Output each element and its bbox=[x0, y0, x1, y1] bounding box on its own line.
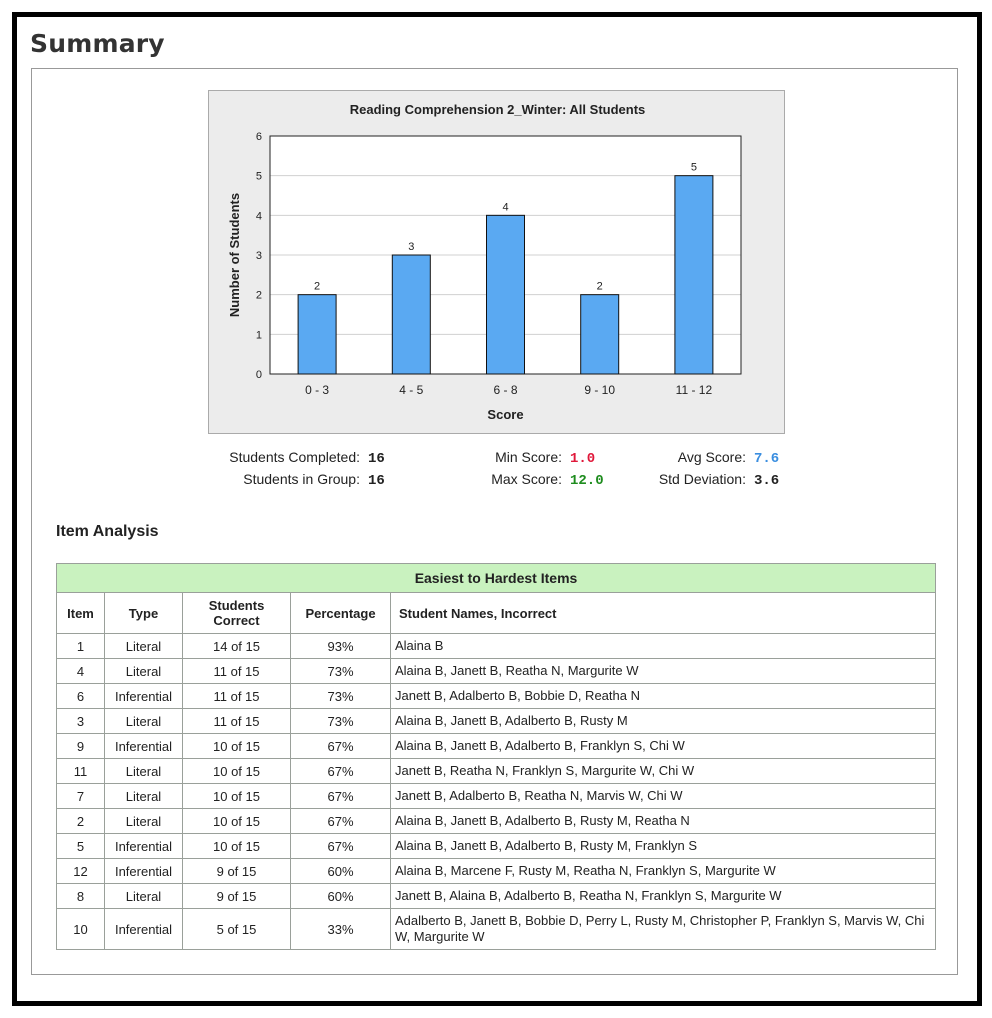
cell-names: Adalberto B, Janett B, Bobbie D, Perry L, Rusty M, Christopher P, Franklyn S, Marvis W, Chi W, Margurite W bbox=[391, 909, 936, 950]
x-tick-label: 0 - 3 bbox=[305, 383, 330, 397]
cell-correct: 9 of 15 bbox=[183, 859, 291, 884]
cell-correct: 11 of 15 bbox=[183, 709, 291, 734]
table-row bbox=[57, 734, 936, 759]
cell-type: Literal bbox=[105, 884, 183, 909]
cell-correct: 11 of 15 bbox=[183, 659, 291, 684]
cell-names: Alaina B, Janett B, Adalberto B, Rusty M bbox=[391, 709, 936, 734]
cell-correct: 9 of 15 bbox=[183, 884, 291, 909]
cell-item: 4 bbox=[57, 659, 105, 684]
cell-item: 5 bbox=[57, 834, 105, 859]
cell-type: Literal bbox=[105, 759, 183, 784]
cell-type: Inferential bbox=[105, 909, 183, 950]
cell-type: Literal bbox=[105, 709, 183, 734]
students-in-group-value: 16 bbox=[368, 473, 385, 489]
cell-correct: 10 of 15 bbox=[183, 834, 291, 859]
header-item: Item bbox=[57, 593, 105, 634]
x-tick-label: 4 - 5 bbox=[399, 383, 424, 397]
cell-type: Inferential bbox=[105, 684, 183, 709]
cell-percentage: 60% bbox=[291, 859, 391, 884]
table-row bbox=[57, 684, 936, 709]
y-tick-label: 3 bbox=[255, 250, 262, 262]
cell-percentage: 73% bbox=[291, 684, 391, 709]
x-axis-label: Score bbox=[487, 407, 524, 422]
item-analysis-title: Item Analysis bbox=[56, 523, 159, 540]
header-students-correct bbox=[183, 593, 291, 634]
cell-type: Inferential bbox=[105, 734, 183, 759]
y-tick-label: 1 bbox=[255, 329, 262, 342]
cell-percentage: 67% bbox=[291, 834, 391, 859]
min-score-value: 1.0 bbox=[570, 451, 596, 467]
page-title: Summary bbox=[30, 29, 165, 58]
cell-percentage: 33% bbox=[291, 909, 391, 950]
avg-score-stat bbox=[634, 449, 779, 467]
x-tick-label: 11 - 12 bbox=[675, 383, 713, 397]
y-tick-label: 5 bbox=[255, 170, 262, 183]
cell-percentage: 73% bbox=[291, 709, 391, 734]
table-row bbox=[57, 634, 936, 659]
header-students-correct-line1: Students bbox=[208, 598, 265, 613]
table-row bbox=[57, 659, 936, 684]
table-row bbox=[57, 859, 936, 884]
bar bbox=[392, 255, 430, 374]
cell-type: Literal bbox=[105, 784, 183, 809]
cell-names: Alaina B bbox=[391, 634, 936, 659]
cell-type: Inferential bbox=[105, 834, 183, 859]
avg-score-value: 7.6 bbox=[754, 451, 780, 467]
cell-names: Alaina B, Marcene F, Rusty M, Reatha N, Franklyn S, Margurite W bbox=[391, 859, 936, 884]
avg-score-label: Avg Score: bbox=[677, 449, 746, 465]
cell-correct: 10 of 15 bbox=[183, 734, 291, 759]
cell-item: 3 bbox=[57, 709, 105, 734]
cell-item: 7 bbox=[57, 784, 105, 809]
cell-correct: 5 of 15 bbox=[183, 909, 291, 950]
table-row bbox=[57, 834, 936, 859]
cell-names: Janett B, Adalberto B, Bobbie D, Reatha N bbox=[391, 684, 936, 709]
cell-item: 6 bbox=[57, 684, 105, 709]
cell-type: Literal bbox=[105, 634, 183, 659]
cell-percentage: 73% bbox=[291, 659, 391, 684]
y-tick-label: 4 bbox=[255, 210, 262, 223]
y-tick-label: 2 bbox=[255, 289, 262, 302]
bar-data-label: 2 bbox=[314, 280, 321, 293]
bar-data-label: 5 bbox=[690, 161, 697, 174]
score-distribution-chart bbox=[208, 90, 785, 434]
cell-item: 9 bbox=[57, 734, 105, 759]
table-row bbox=[57, 884, 936, 909]
cell-type: Literal bbox=[105, 659, 183, 684]
header-student-names: Student Names, Incorrect bbox=[391, 593, 936, 634]
bar-data-label: 4 bbox=[502, 201, 509, 214]
min-score-stat bbox=[444, 449, 595, 467]
students-in-group-label: Students in Group: bbox=[243, 471, 360, 487]
table-row bbox=[57, 909, 936, 950]
cell-item: 1 bbox=[57, 634, 105, 659]
std-dev-label: Std Deviation: bbox=[658, 471, 746, 487]
table-row bbox=[57, 759, 936, 784]
x-tick-label: 9 - 10 bbox=[584, 383, 616, 397]
bar bbox=[487, 215, 525, 374]
score-stats bbox=[204, 449, 786, 493]
cell-names: Alaina B, Janett B, Reatha N, Margurite W bbox=[391, 659, 936, 684]
cell-names: Alaina B, Janett B, Adalberto B, Rusty M, Reatha N bbox=[391, 809, 936, 834]
max-score-stat bbox=[444, 471, 604, 489]
cell-item: 12 bbox=[57, 859, 105, 884]
cell-item: 8 bbox=[57, 884, 105, 909]
bar bbox=[298, 295, 336, 374]
header-percentage: Percentage bbox=[291, 593, 391, 634]
cell-correct: 11 of 15 bbox=[183, 684, 291, 709]
cell-names: Janett B, Adalberto B, Reatha N, Marvis W, Chi W bbox=[391, 784, 936, 809]
cell-type: Literal bbox=[105, 809, 183, 834]
students-completed-value: 16 bbox=[368, 451, 385, 467]
table-row bbox=[57, 809, 936, 834]
cell-correct: 10 of 15 bbox=[183, 809, 291, 834]
bar-data-label: 3 bbox=[408, 241, 415, 253]
cell-correct: 10 of 15 bbox=[183, 784, 291, 809]
students-completed-stat bbox=[204, 449, 385, 467]
bar bbox=[581, 295, 619, 374]
cell-item: 11 bbox=[57, 759, 105, 784]
max-score-value: 12.0 bbox=[570, 473, 604, 489]
max-score-label: Max Score: bbox=[491, 471, 562, 487]
summary-content bbox=[31, 68, 958, 975]
cell-percentage: 60% bbox=[291, 884, 391, 909]
header-students-correct-line2: Correct bbox=[213, 613, 260, 628]
cell-percentage: 67% bbox=[291, 784, 391, 809]
table-row bbox=[57, 784, 936, 809]
cell-percentage: 67% bbox=[291, 734, 391, 759]
x-tick-label: 6 - 8 bbox=[493, 383, 518, 397]
y-tick-label: 0 bbox=[255, 369, 262, 381]
std-dev-stat bbox=[634, 471, 779, 489]
table-caption: Easiest to Hardest Items bbox=[57, 564, 936, 593]
item-analysis-table bbox=[56, 563, 936, 950]
y-tick-label: 6 bbox=[255, 131, 262, 143]
table-row bbox=[57, 709, 936, 734]
header-type: Type bbox=[105, 593, 183, 634]
cell-percentage: 93% bbox=[291, 634, 391, 659]
cell-item: 10 bbox=[57, 909, 105, 950]
cell-correct: 14 of 15 bbox=[183, 634, 291, 659]
cell-names: Alaina B, Janett B, Adalberto B, Franklyn S, Chi W bbox=[391, 734, 936, 759]
min-score-label: Min Score: bbox=[495, 449, 562, 465]
summary-panel bbox=[12, 12, 982, 1006]
cell-names: Janett B, Reatha N, Franklyn S, Margurite W, Chi W bbox=[391, 759, 936, 784]
students-completed-label: Students Completed: bbox=[229, 449, 360, 465]
cell-type: Inferential bbox=[105, 859, 183, 884]
cell-item: 2 bbox=[57, 809, 105, 834]
students-in-group-stat bbox=[204, 471, 385, 489]
y-axis-label: Number of Students bbox=[227, 192, 242, 318]
chart-svg bbox=[209, 91, 784, 433]
std-dev-value: 3.6 bbox=[754, 473, 780, 489]
cell-names: Janett B, Alaina B, Adalberto B, Reatha N, Franklyn S, Margurite W bbox=[391, 884, 936, 909]
bar bbox=[675, 176, 713, 374]
cell-percentage: 67% bbox=[291, 759, 391, 784]
cell-names: Alaina B, Janett B, Adalberto B, Rusty M, Franklyn S bbox=[391, 834, 936, 859]
cell-percentage: 67% bbox=[291, 809, 391, 834]
bar-data-label: 2 bbox=[596, 280, 603, 293]
chart-title: Reading Comprehension 2_Winter: All Students bbox=[349, 102, 646, 117]
cell-correct: 10 of 15 bbox=[183, 759, 291, 784]
